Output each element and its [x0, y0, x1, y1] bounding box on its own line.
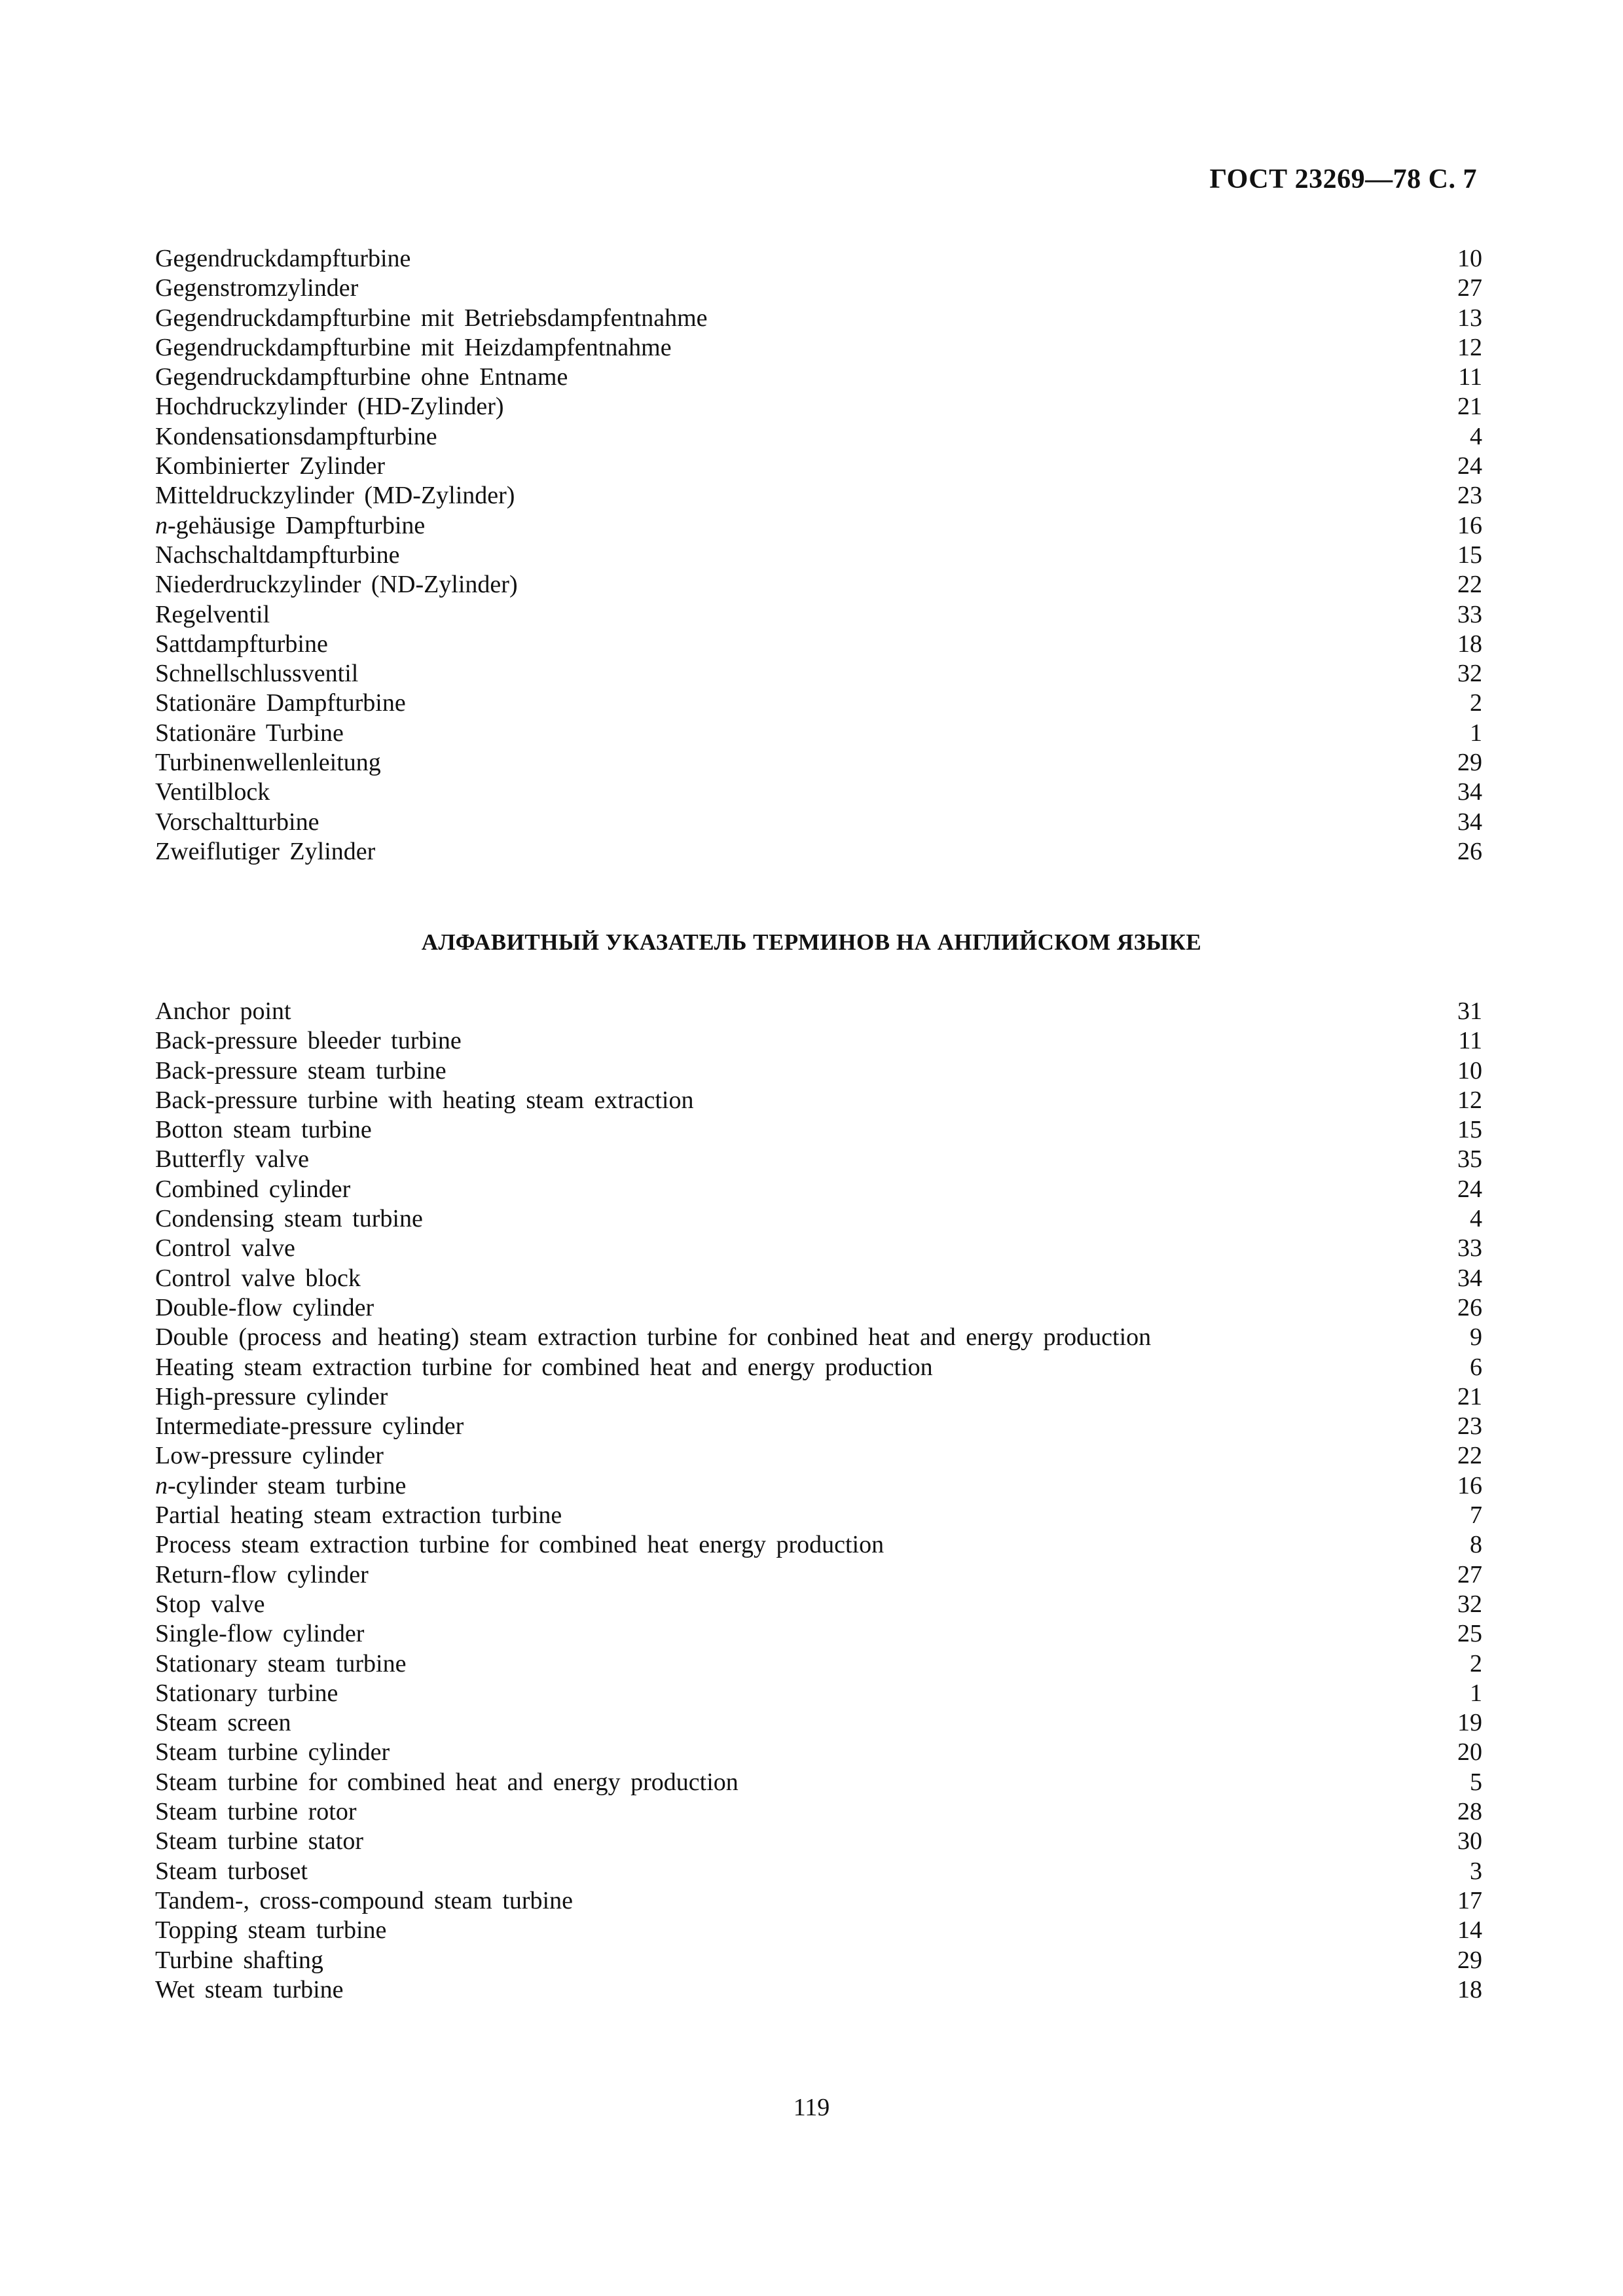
index-term-text: Stop valve: [155, 1590, 265, 1618]
index-reference-number: 7: [1470, 1501, 1482, 1530]
index-reference-number: 27: [1457, 274, 1482, 302]
index-term: [155, 1293, 374, 1323]
index-reference-number: 29: [1457, 1946, 1482, 1974]
index-reference-number: 2: [1470, 689, 1482, 717]
index-reference-number: 28: [1457, 1798, 1482, 1826]
index-entry: [155, 808, 1482, 837]
index-reference-number: 11: [1458, 1027, 1482, 1055]
index-term-text: Back-pressure steam turbine: [155, 1056, 447, 1085]
index-term: [155, 1412, 464, 1441]
index-entry: [155, 997, 1482, 1026]
index-term: [155, 333, 672, 363]
index-reference-number: 22: [1457, 1442, 1482, 1470]
index-entry: [155, 1590, 1482, 1619]
index-reference-number: 34: [1457, 778, 1482, 806]
index-entry: [155, 1501, 1482, 1530]
index-reference-number: 25: [1457, 1620, 1482, 1648]
index-term-text: Schnellschlussventil: [155, 660, 359, 688]
index-term: [155, 1797, 356, 1827]
index-term: [155, 1916, 386, 1945]
index-entry: [155, 1056, 1482, 1086]
index-reference-number: 14: [1457, 1916, 1482, 1945]
index-reference-number: 20: [1457, 1738, 1482, 1767]
index-reference-number: 2: [1470, 1649, 1482, 1677]
running-header: ГОСТ 23269—78 С. 7: [1209, 164, 1477, 194]
index-term: [155, 1264, 361, 1293]
index-term: [155, 452, 385, 481]
index-reference-number: 18: [1457, 1975, 1482, 2003]
index-entry: [155, 748, 1482, 778]
index-term-text: High-pressure cylinder: [155, 1382, 388, 1410]
index-entry: [155, 1530, 1482, 1560]
index-reference-number: 10: [1457, 1056, 1482, 1085]
index-term-text: Steam turbine for combined heat and energy production: [155, 1768, 739, 1796]
index-reference-number: 4: [1470, 1205, 1482, 1233]
index-term-text: -gehäusige Dampfturbine: [168, 511, 426, 539]
index-reference-number: 15: [1457, 1116, 1482, 1144]
index-term-text: Nachschaltdampfturbine: [155, 541, 400, 569]
german-term-index: [155, 244, 1482, 867]
index-term-text: Steam screen: [155, 1709, 291, 1737]
index-reference-number: 15: [1457, 541, 1482, 569]
index-term-text: Wet steam turbine: [155, 1975, 344, 2003]
index-term: [155, 659, 358, 689]
index-reference-number: 27: [1457, 1560, 1482, 1588]
index-term: [155, 1560, 369, 1590]
index-term-text: Back-pressure bleeder turbine: [155, 1027, 462, 1055]
index-reference-number: 32: [1457, 1590, 1482, 1618]
index-entry: [155, 659, 1482, 689]
index-term-text: Topping steam turbine: [155, 1916, 387, 1945]
index-term-text: Double-flow cylinder: [155, 1293, 374, 1321]
index-entry: [155, 1886, 1482, 1916]
index-term: [155, 1857, 308, 1886]
index-term-text: Condensing steam turbine: [155, 1205, 423, 1233]
index-term-text: Process steam extraction turbine for combined heat energy production: [155, 1531, 884, 1559]
index-term-text: Kondensationsdampfturbine: [155, 422, 437, 450]
index-term-text: Vorschaltturbine: [155, 808, 319, 836]
index-term-text: Control valve block: [155, 1264, 361, 1292]
index-reference-number: 22: [1457, 571, 1482, 599]
index-entry: [155, 1619, 1482, 1649]
index-entry: [155, 333, 1482, 363]
index-term-text: Stationary steam turbine: [155, 1649, 407, 1677]
index-entry: [155, 541, 1482, 570]
index-term: [155, 808, 319, 837]
index-reference-number: 18: [1457, 630, 1482, 658]
index-entry: [155, 1115, 1482, 1145]
index-term-prefix: n: [155, 511, 168, 539]
english-index-heading: АЛФАВИТНЫЙ УКАЗАТЕЛЬ ТЕРМИНОВ НА АНГЛИЙСКОМ ЯЗЫКЕ: [421, 929, 1202, 955]
index-reference-number: 34: [1457, 1264, 1482, 1292]
index-entry: [155, 1797, 1482, 1827]
index-term-text: Kombinierter Zylinder: [155, 452, 386, 480]
index-term: [155, 1204, 423, 1234]
index-term-text: Steam turbine cylinder: [155, 1738, 390, 1767]
index-term-text: Botton steam turbine: [155, 1116, 372, 1144]
index-term-text: Gegendruckdampfturbine mit Heizdampfentnahme: [155, 333, 672, 361]
index-entry: [155, 1323, 1482, 1352]
index-term-text: Turbine shafting: [155, 1946, 323, 1974]
index-entry: [155, 304, 1482, 333]
index-entry: [155, 422, 1482, 452]
index-term-text: Gegenstromzylinder: [155, 274, 359, 302]
index-entry: [155, 452, 1482, 481]
index-entry: [155, 392, 1482, 422]
index-term: [155, 1619, 364, 1649]
index-term-text: Hochdruckzylinder (HD-Zylinder): [155, 393, 504, 421]
index-entry: [155, 1293, 1482, 1323]
index-reference-number: 4: [1470, 422, 1482, 450]
index-entry: [155, 570, 1482, 600]
index-term: [155, 541, 400, 570]
index-term: [155, 1323, 1151, 1352]
index-reference-number: 33: [1457, 1234, 1482, 1263]
index-entry: [155, 1649, 1482, 1679]
index-term: [155, 1708, 291, 1738]
index-term-text: Combined cylinder: [155, 1175, 351, 1203]
index-term: [155, 511, 425, 541]
index-entry: [155, 1382, 1482, 1412]
index-reference-number: 34: [1457, 808, 1482, 836]
index-term-prefix: n: [155, 1471, 168, 1499]
index-entry: [155, 1441, 1482, 1471]
index-term-text: Return-flow cylinder: [155, 1560, 369, 1588]
index-term-text: Steam turbine stator: [155, 1827, 364, 1856]
index-reference-number: 6: [1470, 1353, 1482, 1381]
index-term: [155, 1975, 344, 2005]
index-term-text: Gegendruckdampfturbine mit Betriebsdampfentnahme: [155, 304, 708, 332]
index-reference-number: 26: [1457, 1293, 1482, 1321]
index-entry: [155, 1708, 1482, 1738]
index-term: [155, 1886, 573, 1916]
index-term: [155, 1145, 309, 1174]
index-term: [155, 392, 504, 422]
index-reference-number: 33: [1457, 600, 1482, 628]
index-entry: [155, 1145, 1482, 1174]
index-reference-number: 11: [1458, 363, 1482, 391]
index-term: [155, 1501, 562, 1530]
page-number: 119: [793, 2094, 830, 2121]
index-term-text: Butterfly valve: [155, 1145, 309, 1174]
index-reference-number: 21: [1457, 1382, 1482, 1410]
index-entry: [155, 481, 1482, 511]
index-reference-number: 30: [1457, 1827, 1482, 1856]
index-reference-number: 12: [1457, 333, 1482, 361]
index-term: [155, 600, 270, 630]
index-term-text: Anchor point: [155, 997, 291, 1025]
index-entry: [155, 1946, 1482, 1975]
index-term-text: Ventilblock: [155, 778, 270, 806]
index-term: [155, 1382, 388, 1412]
index-term-text: Partial heating steam extraction turbine: [155, 1501, 562, 1530]
index-term: [155, 778, 270, 807]
index-reference-number: 9: [1470, 1323, 1482, 1352]
index-entry: [155, 1560, 1482, 1590]
index-term-text: Zweiflutiger Zylinder: [155, 837, 376, 865]
index-term-text: Low-pressure cylinder: [155, 1442, 384, 1470]
index-entry: [155, 1234, 1482, 1263]
index-term: [155, 363, 568, 392]
index-reference-number: 12: [1457, 1086, 1482, 1114]
index-term-text: Regelventil: [155, 600, 270, 628]
index-term: [155, 1679, 338, 1708]
index-entry: [155, 1086, 1482, 1115]
index-term-text: Intermediate-pressure cylinder: [155, 1412, 464, 1441]
index-entry: [155, 1175, 1482, 1204]
index-entry: [155, 1264, 1482, 1293]
index-term-text: Stationäre Turbine: [155, 719, 344, 747]
index-term: [155, 570, 518, 600]
index-term-text: Mitteldruckzylinder (MD-Zylinder): [155, 482, 515, 510]
index-reference-number: 31: [1457, 997, 1482, 1025]
index-reference-number: 35: [1457, 1145, 1482, 1174]
index-term-text: Sattdampfturbine: [155, 630, 328, 658]
index-term: [155, 1441, 384, 1471]
index-term-text: Double (process and heating) steam extraction turbine for conbined heat and energy production: [155, 1323, 1152, 1352]
index-term-text: Turbinenwellenleitung: [155, 749, 381, 777]
index-term-text: -cylinder steam turbine: [168, 1471, 407, 1499]
index-entry: [155, 1975, 1482, 2005]
index-term: [155, 1738, 390, 1767]
index-reference-number: 16: [1457, 1471, 1482, 1499]
index-entry: [155, 1412, 1482, 1441]
index-term: [155, 304, 708, 333]
index-term: [155, 1234, 295, 1263]
index-reference-number: 3: [1470, 1857, 1482, 1885]
index-entry: [155, 630, 1482, 659]
index-term: [155, 1649, 406, 1679]
index-term: [155, 748, 381, 778]
index-entry: [155, 1768, 1482, 1797]
index-term: [155, 689, 406, 718]
index-term: [155, 1353, 933, 1382]
index-reference-number: 23: [1457, 482, 1482, 510]
index-entry: [155, 1916, 1482, 1945]
index-term-text: Steam turboset: [155, 1857, 308, 1885]
index-term-text: Back-pressure turbine with heating steam extraction: [155, 1086, 694, 1114]
index-reference-number: 1: [1470, 1679, 1482, 1707]
index-reference-number: 10: [1457, 245, 1482, 272]
index-entry: [155, 1738, 1482, 1767]
index-entry: [155, 1857, 1482, 1886]
index-term: [155, 1026, 462, 1056]
index-reference-number: 32: [1457, 660, 1482, 688]
index-term: [155, 630, 328, 659]
index-entry: [155, 1204, 1482, 1234]
index-term: [155, 837, 375, 867]
index-reference-number: 24: [1457, 452, 1482, 480]
index-term: [155, 1086, 693, 1115]
index-entry: [155, 244, 1482, 274]
index-entry: [155, 719, 1482, 748]
index-term: [155, 1175, 350, 1204]
index-term-text: Steam turbine rotor: [155, 1798, 357, 1826]
index-reference-number: 5: [1470, 1768, 1482, 1796]
index-reference-number: 23: [1457, 1412, 1482, 1441]
index-entry: [155, 1353, 1482, 1382]
index-term-text: Stationary turbine: [155, 1679, 338, 1707]
index-reference-number: 1: [1470, 719, 1482, 747]
index-entry: [155, 600, 1482, 630]
index-reference-number: 8: [1470, 1531, 1482, 1559]
index-entry: [155, 511, 1482, 541]
index-term: [155, 719, 344, 748]
index-term: [155, 1471, 406, 1501]
index-entry: [155, 363, 1482, 392]
index-term: [155, 1946, 323, 1975]
index-entry: [155, 274, 1482, 303]
index-reference-number: 26: [1457, 837, 1482, 865]
index-term-text: Gegendruckdampfturbine: [155, 245, 411, 272]
index-term-text: Single-flow cylinder: [155, 1620, 365, 1648]
index-term: [155, 481, 515, 511]
index-term-text: Tandem-, cross-compound steam turbine: [155, 1886, 573, 1914]
index-term: [155, 422, 437, 452]
index-term: [155, 244, 410, 274]
index-term: [155, 274, 358, 303]
index-entry: [155, 1679, 1482, 1708]
index-term-text: Gegendruckdampfturbine ohne Entname: [155, 363, 568, 391]
index-reference-number: 17: [1457, 1886, 1482, 1914]
index-entry: [155, 1827, 1482, 1856]
index-term: [155, 997, 291, 1026]
index-reference-number: 29: [1457, 749, 1482, 777]
index-term: [155, 1827, 363, 1856]
index-entry: [155, 1026, 1482, 1056]
index-term: [155, 1590, 264, 1619]
index-term: [155, 1115, 372, 1145]
index-reference-number: 16: [1457, 511, 1482, 539]
index-term: [155, 1768, 739, 1797]
index-reference-number: 19: [1457, 1709, 1482, 1737]
index-entry: [155, 689, 1482, 718]
index-entry: [155, 1471, 1482, 1501]
english-term-index: [155, 997, 1482, 2005]
index-term-text: Stationäre Dampfturbine: [155, 689, 406, 717]
index-entry: [155, 778, 1482, 807]
index-term-text: Heating steam extraction turbine for combined heat and energy production: [155, 1353, 933, 1381]
index-term-text: Control valve: [155, 1234, 295, 1263]
index-reference-number: 13: [1457, 304, 1482, 332]
index-reference-number: 21: [1457, 393, 1482, 421]
index-term-text: Niederdruckzylinder (ND-Zylinder): [155, 571, 518, 599]
index-term: [155, 1530, 884, 1560]
index-term: [155, 1056, 447, 1086]
index-reference-number: 24: [1457, 1175, 1482, 1203]
index-entry: [155, 837, 1482, 867]
